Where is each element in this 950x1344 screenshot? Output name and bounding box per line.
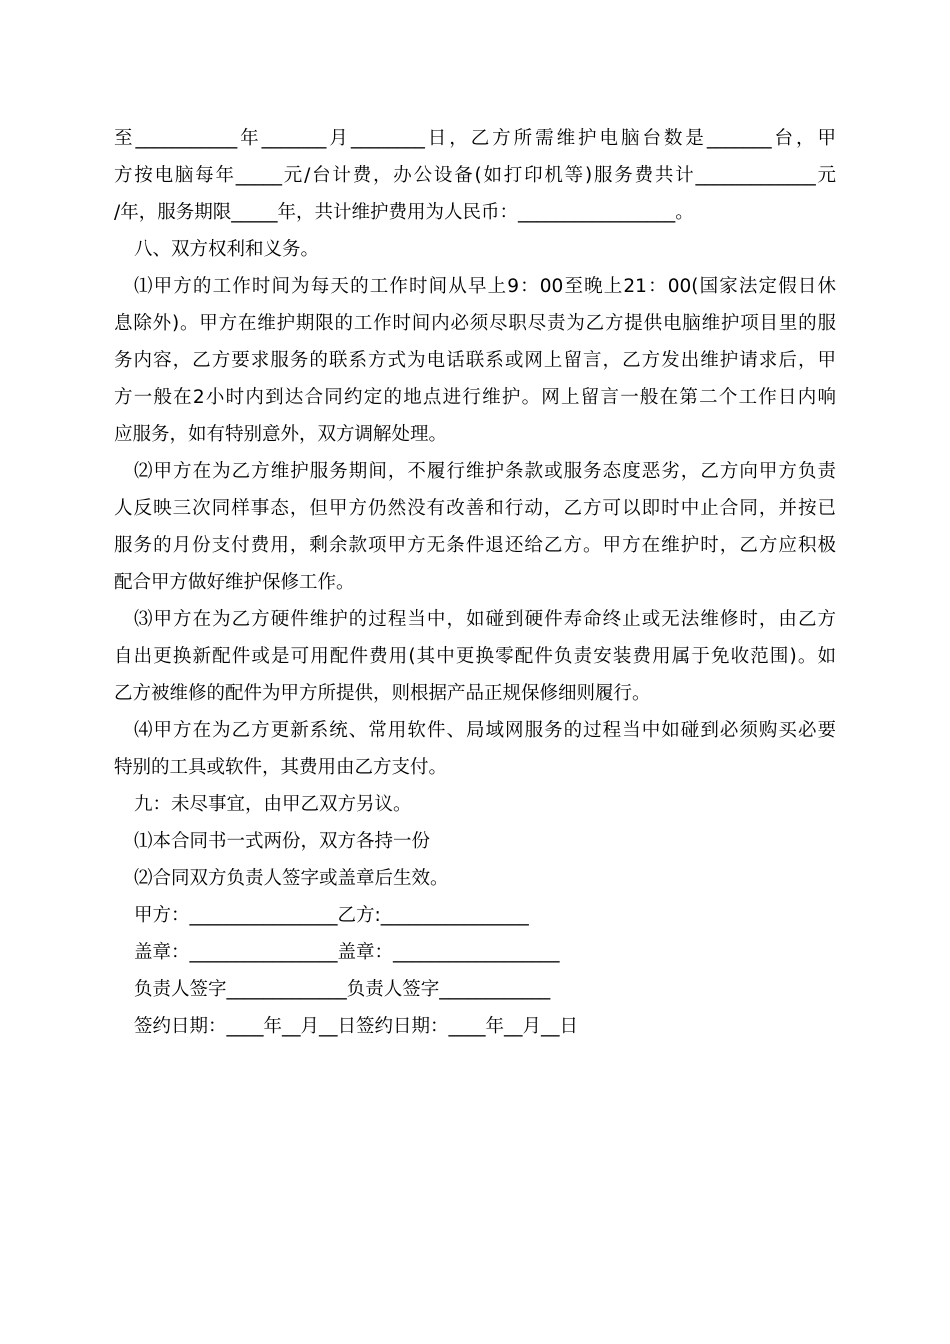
signature-line: 负责人签字_____________负责人签字____________ bbox=[134, 979, 551, 1000]
text-line: ⑵合同双方负责人签字或盖章后生效。 bbox=[134, 868, 449, 889]
section-heading: 八、双方权利和义务。 bbox=[134, 239, 320, 260]
section-heading: 九：未尽事宜，由甲乙双方另议。 bbox=[134, 794, 412, 815]
text-line: 息除外)。甲方在维护期限的工作时间内必须尽职尽责为乙方提供电脑维护项目里的服 bbox=[114, 313, 836, 334]
stamp-line: 盖章：________________盖章：__________________ bbox=[134, 942, 560, 963]
text-line: 自出更换新配件或是可用配件费用(其中更换零配件负责安装费用属于免收范围)。如 bbox=[114, 646, 836, 667]
document-body bbox=[114, 120, 836, 1045]
text-line: ⑷甲方在为乙方更新系统、常用软件、局域网服务的过程当中如碰到必须购买必要 bbox=[134, 720, 836, 741]
text-line: 特别的工具或软件，其费用由乙方支付。 bbox=[114, 757, 448, 778]
text-line: ⑵甲方在为乙方维护服务期间，不履行维护条款或服务态度恶劣，乙方向甲方负责 bbox=[134, 461, 836, 482]
text-line: 乙方被维修的配件为甲方所提供，则根据产品正规保修细则履行。 bbox=[114, 683, 651, 704]
text-line: 至___________年_______月________日，乙方所需维护电脑台数是_______台，甲 bbox=[114, 128, 836, 149]
text-line: ⑶甲方在为乙方硬件维护的过程当中，如碰到硬件寿命终止或无法维修时，由乙方 bbox=[134, 609, 836, 630]
text-line: 务内容，乙方要求服务的联系方式为电话联系或网上留言，乙方发出维护请求后，甲 bbox=[114, 350, 836, 371]
text-line: 方按电脑每年_____元/台计费，办公设备(如打印机等)服务费共计_____________元 bbox=[114, 165, 836, 186]
text-line: ⑴甲方的工作时间为每天的工作时间从早上9：00至晚上21：00(国家法定假日休 bbox=[134, 276, 836, 297]
text-line: 方一般在2小时内到达合同约定的地点进行维护。网上留言一般在第二个工作日内响 bbox=[114, 387, 836, 408]
date-line: 签约日期：____年__月__日签约日期：____年__月__日 bbox=[134, 1016, 579, 1037]
signature-line: 甲方：________________乙方:________________ bbox=[134, 905, 529, 926]
text-line: 配合甲方做好维护保修工作。 bbox=[114, 572, 355, 593]
text-line: 人反映三次同样事态，但甲方仍然没有改善和行动，乙方可以即时中止合同，并按已 bbox=[114, 498, 836, 519]
text-line: 应服务，如有特别意外，双方调解处理。 bbox=[114, 424, 448, 445]
text-line: /年，服务期限_____年，共计维护费用为人民币：_________________。 bbox=[114, 202, 694, 223]
text-line: ⑴本合同书一式两份，双方各持一份 bbox=[134, 831, 431, 852]
text-line: 服务的月份支付费用，剩余款项甲方无条件退还给乙方。甲方在维护时，乙方应积极 bbox=[114, 535, 836, 556]
